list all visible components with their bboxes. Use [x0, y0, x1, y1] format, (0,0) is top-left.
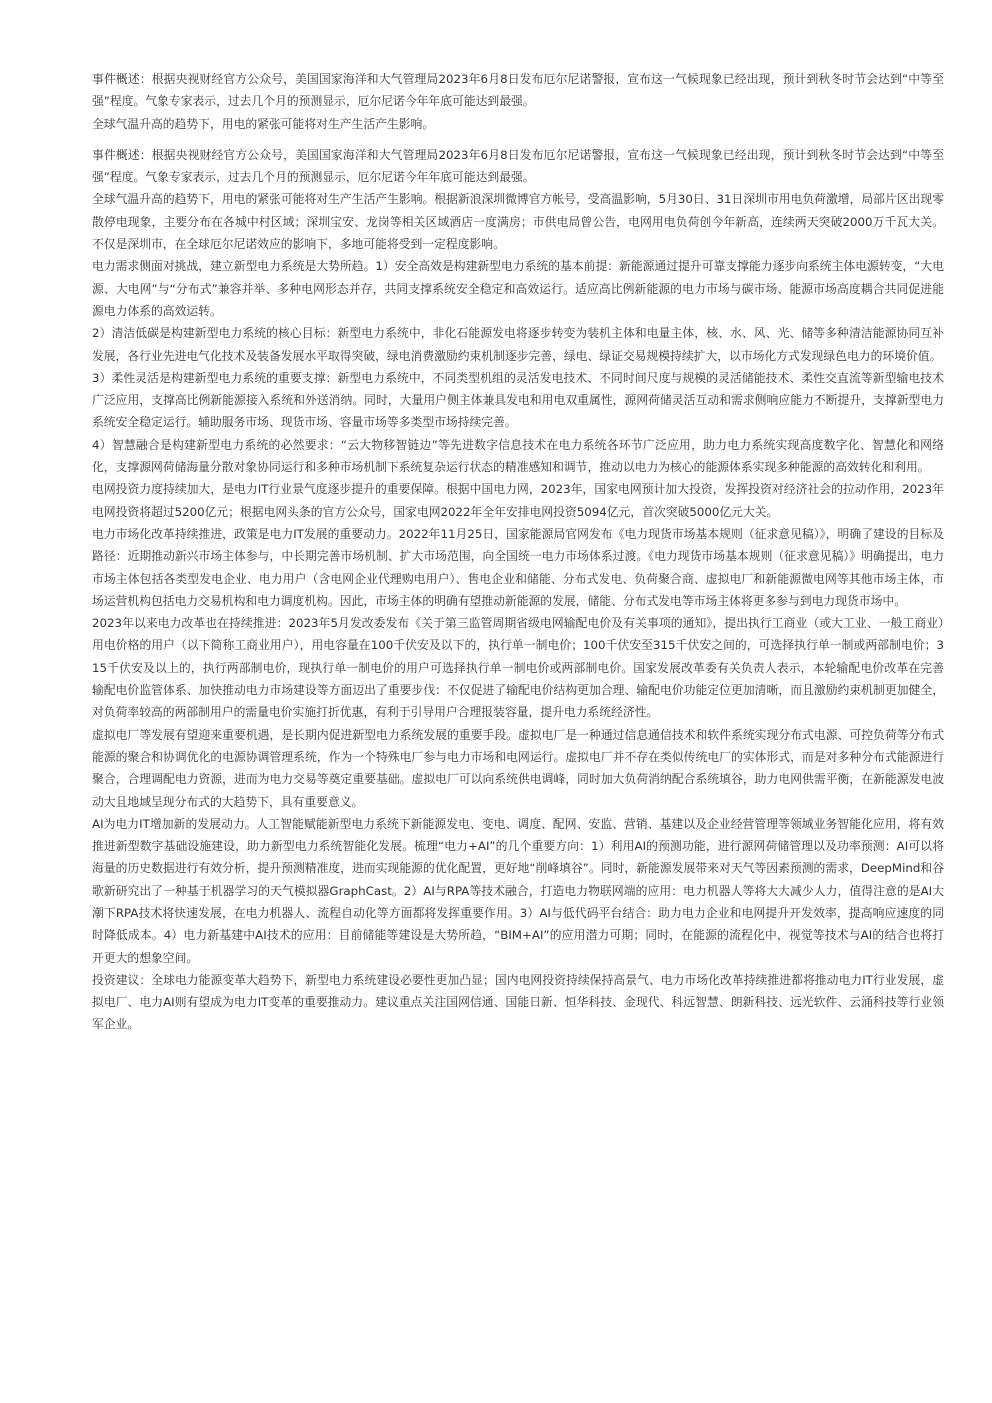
event-summary-paragraph: 事件概述：根据央视财经官方公众号，美国国家海洋和大气管理局2023年6月8日发布厄尔尼诺警报，宣布这一气候现象已经出现，预计到秋冬时节会达到“中等至强”程度。气象专家表示，过去几个月的预测显示，厄尔尼诺今年年底可能达到最强。: [92, 72, 944, 109]
new-power-system-paragraph: 电力需求侧面对挑战，建立新型电力系统是大势所趋。1）安全高效是构建新型电力系统的基本前提：新能源通过提升可靠支撑能力逐步向系统主体电源转变，“大电源、大电网”与“分布式”兼容并举、多种电网形态并存，共同支撑系统安全稳定和高效运行。适应高比例新能源的电力市场与碳市场、能源市场高度耦合共同促进能源电力体系的高效运转。: [92, 259, 944, 318]
virtual-power-plant-paragraph: 虚拟电厂等发展有望迎来重要机遇，是长期内促进新型电力系统发展的重要手段。虚拟电厂是一种通过信息通信技术和软件系统实现分布式电源、可控负荷等分布式能源的聚合和协调优化的电源协调管理系统，作为一个特殊电厂参与电力市场和电网运行。虚拟电厂并不存在类似传统电厂的实体形式，而是对多种分布式能源进行聚合，合理调配电力资源，进而为电力交易等奠定重要基础。虚拟电厂可以向系统供电调峰，同时加大负荷消纳配合系统填谷，助力电网供需平衡，在新能源发电波动大且地域呈现分布式的大趋势下，具有重要意义。: [92, 727, 944, 809]
clean-low-carbon-paragraph: 2）清洁低碳是构建新型电力系统的核心目标：新型电力系统中，非化石能源发电将逐步转变为装机主体和电量主体，核、水、风、光、储等多种清洁能源协同互补发展，各行业先进电气化技术及装备发展水平取得突破，绿电消费激励约束机制逐步完善，绿电、绿证交易规模持续扩大，以市场化方式发现绿色电力的环境价值。: [92, 326, 944, 363]
temperature-impact-paragraph: 全球气温升高的趋势下，用电的紧张可能将对生产生活产生影响。: [92, 116, 435, 131]
summary-block: [92, 68, 944, 135]
pricing-reform-paragraph: 2023年以来电力改革也在持续推进：2023年5月发改委发布《关于第三监管周期省级电网输配电价及有关事项的通知》，提出执行工商业（或大工业、一般工商业）用电价格的用户（以下简称工商业用户），用电容量在100千伏安及以下的，执行单一制电价；100千伏安至315千伏安之间的，可选择执行单一制或两部制电价；315千伏安及以上的，执行两部制电价，现执行单一制电价的用户可选择执行单一制电价或两部制电价。国家发展改革委有关负责人表示，本轮输配电价改革在完善输配电价监管体系、加快推动电力市场建设等方面迈出了重要步伐：不仅促进了输配电价结构更加合理、输配电价功能定位更加清晰，而且激励约束机制更加健全，对负荷率较高的两部制用户的需量电价实施打折优惠，有利于引导用户合理报装容量，提升电力系统经济性。: [92, 616, 944, 720]
market-reform-paragraph: 电力市场化改革持续推进，政策是电力IT发展的重要动力。2022年11月25日，国家能源局官网发布《电力现货市场基本规则（征求意见稿）》，明确了建设的目标及路径：近期推动新兴市场主体参与，中长期完善市场机制、扩大市场范围，向全国统一电力市场体系过渡。《电力现货市场基本规则（征求意见稿）》明确提出，电力市场主体包括各类型发电企业、电力用户（含电网企业代理购电用户）、售电企业和储能、分布式发电、负荷聚合商、虚拟电厂和新能源微电网等其他市场主体，市场运营机构包括电力交易机构和电力调度机构。因此，市场主体的明确有望推动新能源的发展，储能、分布式发电等市场主体将更多参与到电力现货市场中。: [92, 526, 944, 608]
smart-integration-paragraph: 4）智慧融合是构建新型电力系统的必然要求：“云大物移智链边”等先进数字信息技术在电力系统各环节广泛应用，助力电力系统实现高度数字化、智慧化和网络化，支撑源网荷储海量分散对象协同运行和多种市场机制下系统复杂运行状态的精准感知和调节，推动以电力为核心的能源体系实现多种能源的高效转化和利用。: [92, 437, 944, 475]
main-content-block: [92, 144, 944, 1036]
flexibility-paragraph: 3）柔性灵活是构建新型电力系统的重要支撑：新型电力系统中，不同类型机组的灵活发电技术、不同时间尺度与规模的灵活储能技术、柔性交直流等新型输电技术广泛应用，支撑高比例新能源接入系统和外送消纳。同时，大量用户侧主体兼具发电和用电双重属性，源网荷储灵活互动和需求侧响应能力不断提升，支撑新型电力系统安全稳定运行。辅助服务市场、现货市场、容量市场等多类型市场持续完善。: [92, 370, 944, 430]
section-spacer: [92, 135, 944, 144]
document-page: [92, 68, 944, 1036]
grid-investment-paragraph: 电网投资力度持续加大，是电力IT行业景气度逐步提升的重要保障。根据中国电力网，2023年，国家电网预计加大投资，发挥投资对经济社会的拉动作用，2023年电网投资将超过5200亿元；根据电网头条的官方公众号，国家电网2022年全年安排电网投资5094亿元，首次突破5000亿元大关。: [92, 482, 944, 519]
investment-advice-paragraph: 投资建议：全球电力能源变革大趋势下，新型电力系统建设必要性更加凸显；国内电网投资持续保持高景气、电力市场化改革持续推进都将推动电力IT行业发展，虚拟电厂、电力AI则有望成为电力IT变革的重要推动力。建议重点关注国网信通、国能日新、恒华科技、金现代、科远智慧、朗新科技、远光软件、云涌科技等行业领军企业。: [92, 972, 944, 1032]
power-demand-paragraph: 全球气温升高的趋势下，用电的紧张可能将对生产生活产生影响。根据新浪深圳微博官方帐号，受高温影响，5月30日、31日深圳市用电负荷激增，局部片区出现零散停电现象，主要分布在各城中村区域；深圳宝安、龙岗等相关区域酒店一度满房；市供电局曾公告，电网用电负荷创今年新高，连续两天突破2000万千瓦大关。不仅是深圳市，在全球厄尔尼诺效应的影响下，多地可能将受到一定程度影响。: [92, 192, 944, 252]
event-summary-paragraph: 事件概述：根据央视财经官方公众号，美国国家海洋和大气管理局2023年6月8日发布厄尔尼诺警报，宣布这一气候现象已经出现，预计到秋冬时节会达到“中等至强”程度。气象专家表示，过去几个月的预测显示，厄尔尼诺今年年底可能达到最强。: [92, 147, 944, 185]
ai-power-it-paragraph: AI为电力IT增加新的发展动力。人工智能赋能新型电力系统下新能源发电、变电、调度、配网、安监、营销、基建以及企业经营管理等领域业务智能化应用，将有效推进新型数字基础设施建设，助力新型电力系统智能化发展。梳理“电力+AI”的几个重要方向：1）利用AI的预测功能，进行源网荷储管理以及功率预测：AI可以将海量的历史数据进行有效分析，提升预测精准度，进而实现能源的优化配置，更好地“削峰填谷”。同时，新能源发展带来对天气等因素预测的需求，DeepMind和谷歌新研究出了一种基于机器学习的天气模拟器GraphCast。2）AI与RPA等技术融合，打造电力物联网端的应用：电力机器人等将大大减少人力，值得注意的是AI大潮下RPA技术将快速发展，在电力机器人、流程自动化等方面都将发挥重要作用。3）AI与低代码平台结合：助力电力企业和电网提升开发效率，提高响应速度的同时降低成本。4）电力新基建中AI技术的应用：目前储能等建设是大势所趋，“BIM+AI”的应用潜力可期；同时，在能源的流程化中，视觉等技术与AI的结合也将打开更大的想象空间。: [92, 816, 944, 965]
